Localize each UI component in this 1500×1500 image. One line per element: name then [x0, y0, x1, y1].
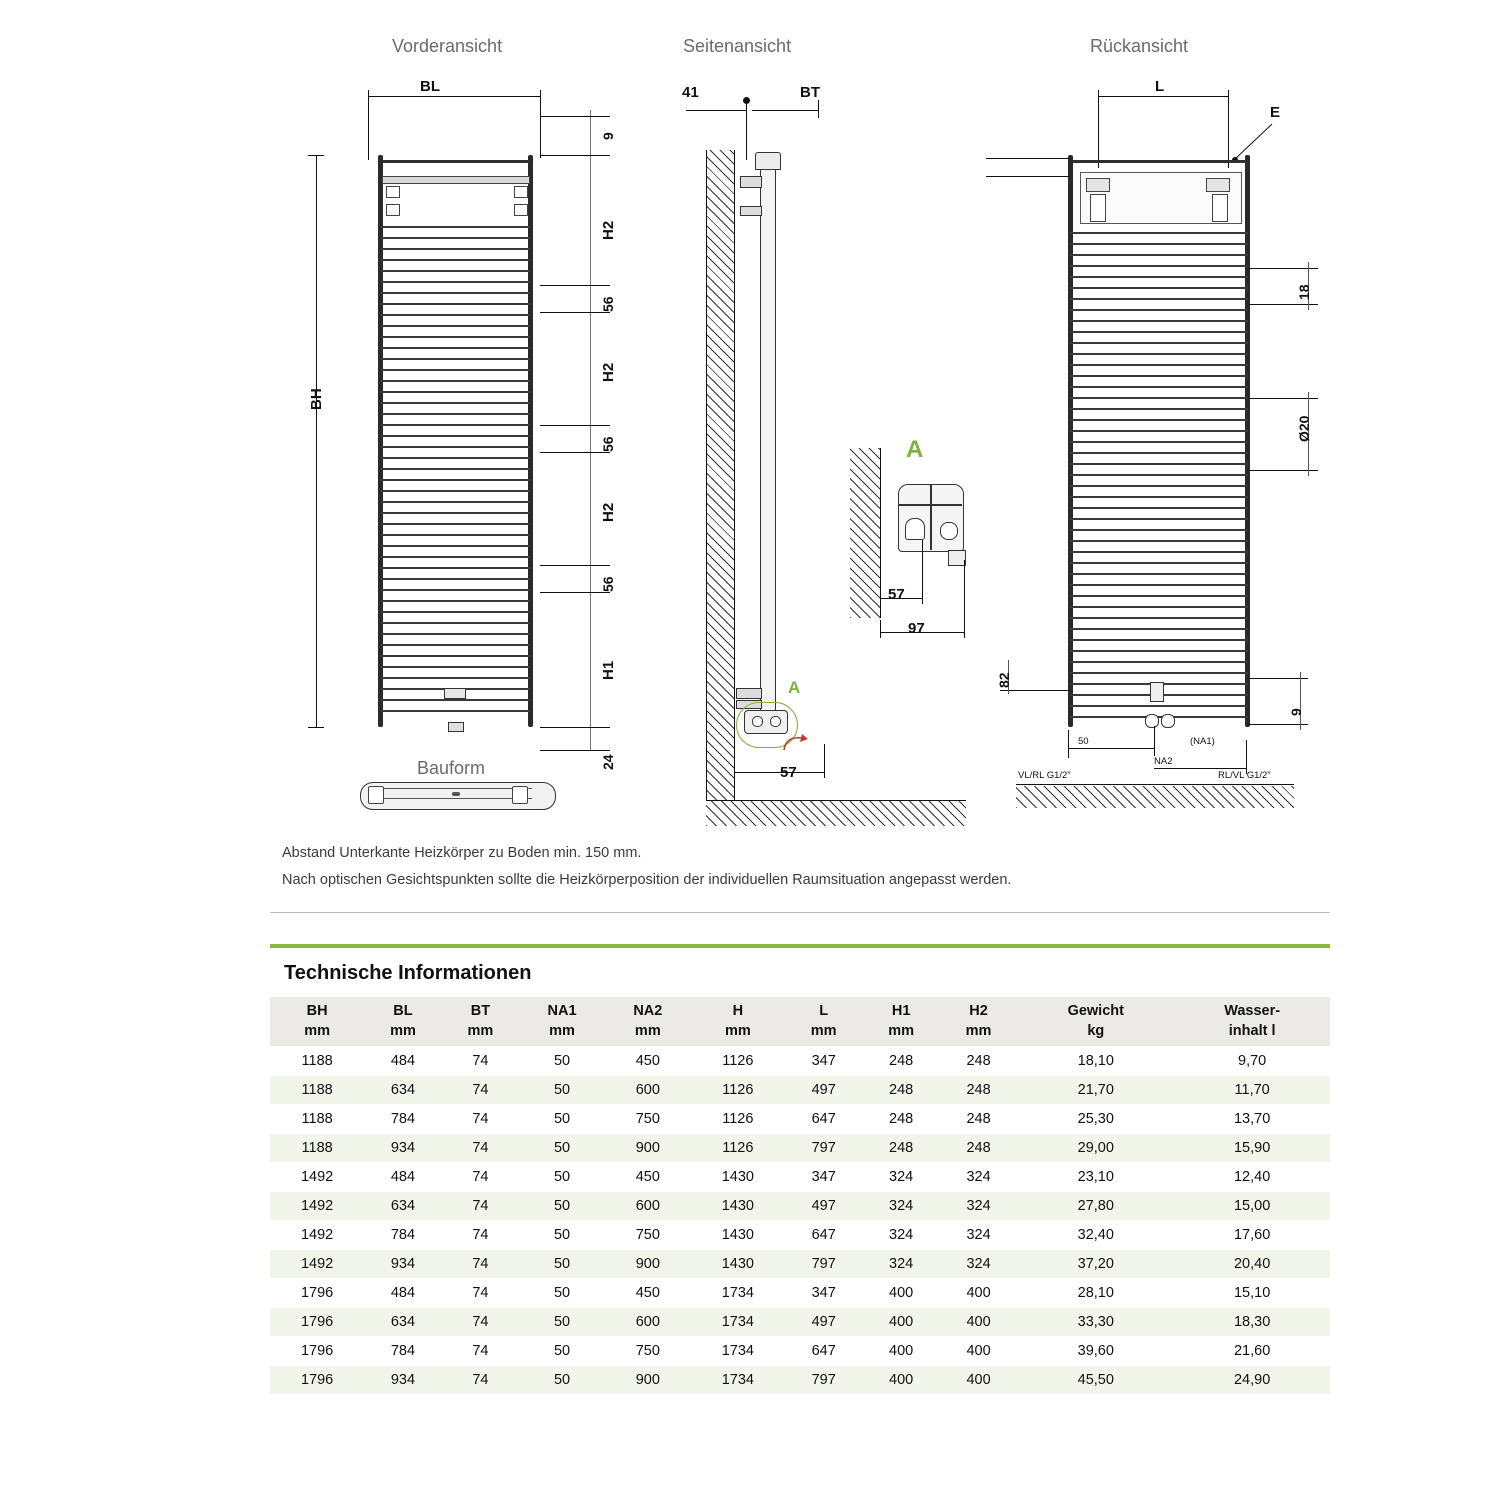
radiator-tube — [1070, 452, 1248, 454]
radiator-tube — [380, 292, 530, 294]
radiator-tube — [380, 512, 530, 514]
dim-na1-label: (NA1) — [1190, 736, 1215, 747]
radiator-tube — [380, 600, 530, 602]
radiator-tube — [1070, 331, 1248, 333]
table-cell: 50 — [519, 1308, 605, 1337]
table-cell: 50 — [519, 1221, 605, 1250]
radiator-tube — [1070, 507, 1248, 509]
table-cell: 934 — [364, 1134, 441, 1163]
radiator-tube — [1070, 518, 1248, 520]
e-leader-line — [1232, 118, 1280, 162]
radiator-tube — [1070, 463, 1248, 465]
radiator-tube — [1070, 529, 1248, 531]
table-header-row — [270, 997, 1330, 1047]
table-cell: 400 — [940, 1366, 1017, 1395]
radiator-tube — [1070, 320, 1248, 322]
table-cell: 50 — [519, 1047, 605, 1076]
table-body — [270, 1047, 1330, 1395]
table-cell: 347 — [785, 1163, 862, 1192]
radiator-tube — [1070, 298, 1248, 300]
radiator-tube — [1070, 628, 1248, 630]
radiator-tube — [380, 468, 530, 470]
radiator-tube — [1070, 430, 1248, 432]
radiator-tube — [380, 380, 530, 382]
rotation-arrow-icon — [780, 730, 812, 756]
table-cell: 39,60 — [1017, 1337, 1174, 1366]
table-cell: 450 — [605, 1047, 691, 1076]
dim-h2-3-label: H2 — [600, 502, 617, 522]
detail-marker-a-side: A — [788, 678, 801, 697]
radiator-tube — [1070, 375, 1248, 377]
radiator-tube — [380, 281, 530, 283]
table-row — [270, 1163, 1330, 1192]
table-cell: 20,40 — [1174, 1250, 1330, 1279]
table-row — [270, 1308, 1330, 1337]
table-cell: 11,70 — [1174, 1076, 1330, 1105]
radiator-tube — [1070, 441, 1248, 443]
table-title: Technische Informationen — [284, 962, 532, 984]
table-cell: 1734 — [691, 1279, 785, 1308]
table-row — [270, 1134, 1330, 1163]
table-cell: 248 — [940, 1047, 1017, 1076]
radiator-tube — [1070, 276, 1248, 278]
radiator-tube — [380, 325, 530, 327]
table-cell: 900 — [605, 1366, 691, 1395]
radiator-tube — [380, 314, 530, 316]
table-cell: 74 — [442, 1134, 519, 1163]
dim-41-label: 41 — [682, 84, 699, 101]
radiator-tube — [1070, 661, 1248, 663]
table-cell: 15,90 — [1174, 1134, 1330, 1163]
table-cell: 1126 — [691, 1134, 785, 1163]
table-cell: 900 — [605, 1250, 691, 1279]
radiator-tube — [1070, 606, 1248, 608]
table-cell: 450 — [605, 1279, 691, 1308]
dim-18-label: 18 — [1296, 284, 1312, 300]
table-cell: 400 — [940, 1308, 1017, 1337]
table-cell: 15,00 — [1174, 1192, 1330, 1221]
table-cell: 248 — [862, 1134, 939, 1163]
radiator-tube — [380, 479, 530, 481]
radiator-tube — [380, 347, 530, 349]
table-cell: 1188 — [270, 1134, 364, 1163]
table-cell: 1126 — [691, 1076, 785, 1105]
table-cell: 18,10 — [1017, 1047, 1174, 1076]
table-cell: 50 — [519, 1366, 605, 1395]
table-cell: 450 — [605, 1163, 691, 1192]
table-cell: 248 — [862, 1047, 939, 1076]
table-cell: 400 — [862, 1308, 939, 1337]
table-cell: 74 — [442, 1366, 519, 1395]
table-row — [270, 1366, 1330, 1395]
table-cell: 324 — [862, 1221, 939, 1250]
radiator-tube — [380, 545, 530, 547]
radiator-tube — [1070, 309, 1248, 311]
note-line-2: Nach optischen Gesichtspunkten sollte die Heizkörperposition der individuellen Raumsituation angepasst werden. — [282, 872, 1012, 888]
table-cell: 634 — [364, 1192, 441, 1221]
connection-right-label: RL/VL G1/2" — [1218, 770, 1271, 781]
table-cell: 21,70 — [1017, 1076, 1174, 1105]
table-cell: 750 — [605, 1337, 691, 1366]
table-cell: 484 — [364, 1279, 441, 1308]
view-title-front: Vorderansicht — [392, 36, 503, 56]
radiator-tube — [380, 446, 530, 448]
radiator-tube — [380, 413, 530, 415]
table-cell: 50 — [519, 1192, 605, 1221]
dim-bh-label: BH — [308, 388, 325, 410]
table-cell: 324 — [940, 1250, 1017, 1279]
radiator-tube — [380, 303, 530, 305]
table-cell: 600 — [605, 1076, 691, 1105]
radiator-tube — [1070, 386, 1248, 388]
table-row — [270, 1221, 1330, 1250]
radiator-tube — [380, 666, 530, 668]
table-cell: 29,00 — [1017, 1134, 1174, 1163]
radiator-tube — [1070, 342, 1248, 344]
radiator-tube — [380, 677, 530, 679]
table-head — [270, 997, 1330, 1047]
table-cell: 248 — [940, 1105, 1017, 1134]
table-cell: 324 — [862, 1250, 939, 1279]
table-cell: 797 — [785, 1366, 862, 1395]
table-column-header: NA1 mm — [519, 997, 605, 1047]
table-column-header: Gewicht kg — [1017, 997, 1174, 1047]
dim-56-1-label: 56 — [600, 296, 616, 312]
radiator-tube — [380, 567, 530, 569]
table-column-header: H1 mm — [862, 997, 939, 1047]
table-cell: 32,40 — [1017, 1221, 1174, 1250]
radiator-tube — [380, 589, 530, 591]
table-cell: 400 — [862, 1337, 939, 1366]
radiator-tube — [1070, 254, 1248, 256]
table-cell: 1734 — [691, 1337, 785, 1366]
table-cell: 934 — [364, 1366, 441, 1395]
table-cell: 324 — [862, 1163, 939, 1192]
radiator-tube — [380, 424, 530, 426]
dim-97-detail-label: 97 — [908, 620, 925, 637]
table-cell: 74 — [442, 1250, 519, 1279]
table-cell: 9,70 — [1174, 1047, 1330, 1076]
table-cell: 784 — [364, 1337, 441, 1366]
dim-56-3-label: 56 — [600, 576, 616, 592]
table-cell: 74 — [442, 1308, 519, 1337]
radiator-tube — [1070, 364, 1248, 366]
table-cell: 484 — [364, 1047, 441, 1076]
radiator-tube — [1070, 672, 1248, 674]
radiator-tube — [380, 710, 530, 712]
table-row — [270, 1192, 1330, 1221]
radiator-tube — [1070, 265, 1248, 267]
table-cell: 248 — [940, 1076, 1017, 1105]
table-cell: 1796 — [270, 1279, 364, 1308]
radiator-tube — [1070, 353, 1248, 355]
table-cell: 74 — [442, 1221, 519, 1250]
table-cell: 74 — [442, 1105, 519, 1134]
radiator-tube — [380, 248, 530, 250]
table-cell: 647 — [785, 1105, 862, 1134]
section-divider — [270, 912, 1330, 913]
table-cell: 27,80 — [1017, 1192, 1174, 1221]
table-row — [270, 1337, 1330, 1366]
radiator-tube — [380, 369, 530, 371]
radiator-tube — [380, 633, 530, 635]
dim-50-label: 50 — [1078, 736, 1089, 747]
table-column-header: BH mm — [270, 997, 364, 1047]
dim-57-side-label: 57 — [780, 764, 797, 781]
spec-table — [270, 997, 1330, 1395]
radiator-tube — [1070, 485, 1248, 487]
table-cell: 750 — [605, 1221, 691, 1250]
radiator-tube — [380, 611, 530, 613]
table-cell: 13,70 — [1174, 1105, 1330, 1134]
table-cell: 647 — [785, 1337, 862, 1366]
radiator-tube — [380, 534, 530, 536]
detail-label-a: A — [906, 436, 924, 463]
radiator-tube — [1070, 397, 1248, 399]
radiator-tube — [1070, 496, 1248, 498]
table-cell: 74 — [442, 1192, 519, 1221]
table-cell: 784 — [364, 1221, 441, 1250]
radiator-tube — [1070, 595, 1248, 597]
connection-left-label: VL/RL G1/2" — [1018, 770, 1071, 781]
table-cell: 647 — [785, 1221, 862, 1250]
table-cell: 324 — [940, 1163, 1017, 1192]
radiator-tube — [380, 501, 530, 503]
radiator-tube — [1070, 419, 1248, 421]
view-title-side: Seitenansicht — [683, 36, 792, 56]
table-cell: 50 — [519, 1163, 605, 1192]
dim-na2-label: NA2 — [1154, 756, 1173, 767]
table-row — [270, 1279, 1330, 1308]
table-cell: 600 — [605, 1308, 691, 1337]
table-cell: 600 — [605, 1192, 691, 1221]
table-column-header: BL mm — [364, 997, 441, 1047]
table-row — [270, 1105, 1330, 1134]
table-column-header: BT mm — [442, 997, 519, 1047]
radiator-tube — [1070, 705, 1248, 707]
table-row — [270, 1250, 1330, 1279]
table-cell: 74 — [442, 1047, 519, 1076]
table-cell: 497 — [785, 1192, 862, 1221]
table-cell: 74 — [442, 1163, 519, 1192]
radiator-tube — [380, 578, 530, 580]
table-cell: 1188 — [270, 1076, 364, 1105]
table-cell: 25,30 — [1017, 1105, 1174, 1134]
table-cell: 324 — [862, 1192, 939, 1221]
radiator-tube — [380, 270, 530, 272]
table-cell: 1126 — [691, 1105, 785, 1134]
table-cell: 33,30 — [1017, 1308, 1174, 1337]
radiator-tube — [1070, 551, 1248, 553]
radiator-tube — [1070, 584, 1248, 586]
radiator-tube — [380, 699, 530, 701]
table-cell: 1188 — [270, 1105, 364, 1134]
radiator-tube — [380, 237, 530, 239]
table-cell: 497 — [785, 1308, 862, 1337]
technical-information-table — [270, 944, 1330, 1395]
table-cell: 1796 — [270, 1308, 364, 1337]
table-cell: 248 — [862, 1076, 939, 1105]
table-cell: 900 — [605, 1134, 691, 1163]
table-cell: 12,40 — [1174, 1163, 1330, 1192]
table-cell: 1430 — [691, 1250, 785, 1279]
table-cell: 24,90 — [1174, 1366, 1330, 1395]
table-cell: 797 — [785, 1250, 862, 1279]
radiator-tube — [1070, 573, 1248, 575]
dim-bt-label: BT — [800, 84, 820, 101]
dim-9-top-label: 9 — [600, 132, 616, 140]
radiator-tube — [380, 490, 530, 492]
table-cell: 23,10 — [1017, 1163, 1174, 1192]
table-cell: 400 — [940, 1337, 1017, 1366]
view-title-back: Rückansicht — [1090, 36, 1189, 56]
table-cell: 74 — [442, 1337, 519, 1366]
dim-24-label: 24 — [600, 754, 616, 770]
note-line-1: Abstand Unterkante Heizkörper zu Boden min. 150 mm. — [282, 845, 642, 861]
table-column-header: H2 mm — [940, 997, 1017, 1047]
radiator-tube — [380, 402, 530, 404]
dim-h1-label: H1 — [600, 660, 617, 680]
radiator-tube — [1070, 617, 1248, 619]
dim-diameter-20-label: Ø20 — [1296, 415, 1312, 442]
table-column-header: L mm — [785, 997, 862, 1047]
table-cell: 18,30 — [1174, 1308, 1330, 1337]
radiator-tube — [1070, 562, 1248, 564]
dim-9-back-label: 9 — [1288, 708, 1304, 716]
table-cell: 1734 — [691, 1308, 785, 1337]
radiator-tube — [380, 622, 530, 624]
table-cell: 74 — [442, 1076, 519, 1105]
table-cell: 497 — [785, 1076, 862, 1105]
dim-e-label: E — [1270, 104, 1281, 121]
table-cell: 28,10 — [1017, 1279, 1174, 1308]
table-cell: 17,60 — [1174, 1221, 1330, 1250]
table-cell: 347 — [785, 1279, 862, 1308]
radiator-tube — [1070, 243, 1248, 245]
table-cell: 1492 — [270, 1221, 364, 1250]
table-cell: 74 — [442, 1279, 519, 1308]
table-column-header: Wasser- inhalt l — [1174, 997, 1330, 1047]
table-cell: 21,60 — [1174, 1337, 1330, 1366]
table-cell: 1430 — [691, 1221, 785, 1250]
table-cell: 1126 — [691, 1047, 785, 1076]
view-title-shape: Bauform — [417, 758, 486, 778]
table-cell: 1430 — [691, 1163, 785, 1192]
radiator-tube — [380, 556, 530, 558]
dim-bl-label: BL — [420, 78, 440, 95]
dim-l-label: L — [1155, 78, 1165, 95]
table-cell: 1734 — [691, 1366, 785, 1395]
table-cell: 484 — [364, 1163, 441, 1192]
table-cell: 934 — [364, 1250, 441, 1279]
radiator-tube — [380, 391, 530, 393]
table-cell: 1430 — [691, 1192, 785, 1221]
radiator-tube — [1070, 716, 1248, 718]
table-cell: 324 — [940, 1192, 1017, 1221]
table-cell: 248 — [862, 1105, 939, 1134]
radiator-tube — [1070, 639, 1248, 641]
radiator-tube — [380, 655, 530, 657]
table-column-header: NA2 mm — [605, 997, 691, 1047]
radiator-tube — [1070, 474, 1248, 476]
radiator-tube — [1070, 540, 1248, 542]
radiator-tube — [380, 259, 530, 261]
table-cell: 50 — [519, 1105, 605, 1134]
radiator-tube — [380, 226, 530, 228]
dim-h2-2-label: H2 — [600, 362, 617, 382]
radiator-tube — [380, 457, 530, 459]
table-cell: 45,50 — [1017, 1366, 1174, 1395]
table-cell: 50 — [519, 1337, 605, 1366]
table-cell: 797 — [785, 1134, 862, 1163]
table-cell: 1796 — [270, 1337, 364, 1366]
radiator-tube — [1070, 408, 1248, 410]
table-cell: 50 — [519, 1076, 605, 1105]
table-cell: 750 — [605, 1105, 691, 1134]
table-cell: 50 — [519, 1279, 605, 1308]
radiator-tube — [380, 644, 530, 646]
table-cell: 400 — [862, 1279, 939, 1308]
radiator-tube — [1070, 287, 1248, 289]
table-row — [270, 1076, 1330, 1105]
radiator-tube — [1070, 650, 1248, 652]
table-cell: 1188 — [270, 1047, 364, 1076]
dim-h2-1-label: H2 — [600, 220, 617, 240]
dim-56-2-label: 56 — [600, 436, 616, 452]
table-cell: 634 — [364, 1308, 441, 1337]
table-column-header: H mm — [691, 997, 785, 1047]
radiator-tube — [1070, 232, 1248, 234]
radiator-tube — [380, 435, 530, 437]
table-cell: 400 — [862, 1366, 939, 1395]
table-cell: 50 — [519, 1134, 605, 1163]
table-cell: 1796 — [270, 1366, 364, 1395]
table-cell: 248 — [940, 1134, 1017, 1163]
table-cell: 347 — [785, 1047, 862, 1076]
dim-57-detail-label: 57 — [888, 586, 905, 603]
table-cell: 1492 — [270, 1163, 364, 1192]
radiator-tube — [380, 523, 530, 525]
table-cell: 37,20 — [1017, 1250, 1174, 1279]
table-cell: 784 — [364, 1105, 441, 1134]
table-row — [270, 1047, 1330, 1076]
dim-82-label: 82 — [996, 672, 1012, 688]
table-cell: 15,10 — [1174, 1279, 1330, 1308]
table-cell: 400 — [940, 1279, 1017, 1308]
table-cell: 1492 — [270, 1192, 364, 1221]
table-cell: 324 — [940, 1221, 1017, 1250]
table-cell: 1492 — [270, 1250, 364, 1279]
radiator-tube — [380, 358, 530, 360]
table-cell: 50 — [519, 1250, 605, 1279]
table-cell: 634 — [364, 1076, 441, 1105]
radiator-tube — [380, 336, 530, 338]
